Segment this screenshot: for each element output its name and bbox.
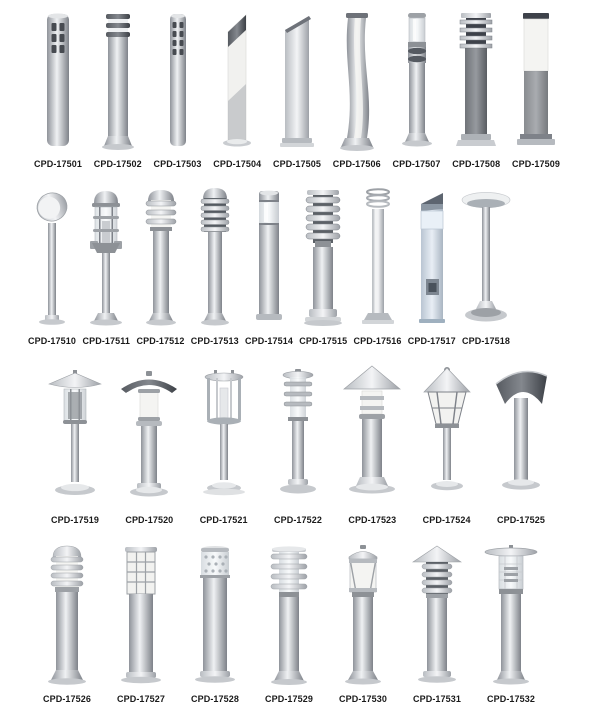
caged-lantern-shape	[90, 191, 122, 326]
product-cpd-17517	[406, 183, 458, 346]
product-photo	[261, 362, 335, 512]
disc-head-shape	[34, 189, 71, 324]
product-photo	[187, 362, 261, 512]
product-code-label: CPD-17519	[51, 515, 99, 525]
product-photo	[30, 541, 104, 691]
product-photo	[178, 541, 252, 691]
square-angled-post-shape	[280, 16, 314, 147]
product-cpd-17503	[150, 6, 206, 169]
product-cpd-17519	[38, 362, 112, 525]
product-code-label: CPD-17523	[348, 515, 397, 525]
product-photo	[26, 183, 78, 333]
product-cpd-17520	[112, 362, 186, 525]
product-photo	[112, 362, 186, 512]
product-photo	[297, 183, 349, 333]
product-code-label: CPD-17503	[153, 159, 202, 169]
saucer-hat-cage-shape	[49, 370, 101, 495]
product-photo	[329, 6, 385, 156]
product-cpd-17507	[389, 6, 445, 169]
product-photo	[38, 362, 112, 512]
angled-box-glass-shape	[419, 193, 445, 323]
curved-sail-top-shape	[496, 372, 547, 490]
product-photo	[474, 541, 548, 691]
product-code-label: CPD-17507	[392, 159, 441, 169]
product-cpd-17531	[400, 541, 474, 704]
angled-top-white-shape	[223, 15, 251, 147]
product-cpd-17523	[335, 362, 409, 525]
product-code-label: CPD-17520	[125, 515, 174, 525]
product-photo	[352, 183, 404, 333]
catalog-row-3	[0, 346, 600, 525]
product-code-label: CPD-17509	[512, 159, 560, 169]
floating-rings-post-shape	[362, 189, 394, 324]
product-code-label: CPD-17511	[82, 336, 130, 346]
product-photo	[80, 183, 132, 333]
product-cpd-17526	[30, 541, 104, 704]
catalog-row-4	[0, 525, 600, 704]
glass-top-cylinder-shape	[402, 13, 432, 147]
product-cpd-17529	[252, 541, 326, 704]
product-cpd-17510	[26, 183, 78, 346]
square-white-panel-shape	[517, 13, 555, 145]
umbrella-lantern-shape	[121, 371, 177, 497]
product-photo	[30, 6, 86, 156]
product-photo	[209, 6, 265, 156]
product-cpd-17518	[460, 183, 512, 346]
slot-bollard-shape	[47, 14, 69, 147]
catalog-row-2	[0, 169, 600, 346]
ring-lantern-shape	[280, 369, 316, 494]
product-cpd-17527	[104, 541, 178, 704]
product-code-label: CPD-17526	[43, 694, 91, 704]
product-cpd-17511	[80, 183, 132, 346]
square-louver-top-shape	[456, 13, 496, 146]
product-photo	[335, 362, 409, 512]
product-code-label: CPD-17513	[190, 336, 239, 346]
arched-cap-lantern-shape	[345, 545, 381, 685]
product-code-label: CPD-17506	[332, 159, 381, 169]
classic-lantern-shape	[424, 367, 470, 490]
product-cpd-17506	[329, 6, 385, 169]
product-photo	[269, 6, 325, 156]
product-code-label: CPD-17525	[497, 515, 545, 525]
product-code-label: CPD-17528	[191, 694, 239, 704]
product-photo	[508, 6, 564, 156]
product-code-label: CPD-17522	[274, 515, 322, 525]
product-code-label: CPD-17518	[462, 336, 510, 346]
louver-bullet-shape	[201, 188, 229, 326]
product-code-label: CPD-17516	[353, 336, 402, 346]
product-cpd-17512	[135, 183, 187, 346]
pyramid-louver-bollard-shape	[413, 546, 461, 683]
product-cpd-17528	[178, 541, 252, 704]
product-photo	[484, 362, 558, 512]
product-photo	[448, 6, 504, 156]
flat-disc-mesh-shape	[485, 545, 537, 685]
product-cpd-17501	[30, 6, 86, 169]
louver-ring-stack-shape	[271, 546, 307, 685]
product-code-label: CPD-17527	[117, 694, 165, 704]
product-photo	[135, 183, 187, 333]
grid-cage-bollard-shape	[121, 547, 161, 683]
product-photo	[326, 541, 400, 691]
dome-louver-bollard-shape	[48, 546, 86, 685]
product-code-label: CPD-17502	[93, 159, 142, 169]
product-photo	[389, 6, 445, 156]
product-code-label: CPD-17524	[422, 515, 471, 525]
product-cpd-17505	[269, 6, 325, 169]
pagoda-pedestal-shape	[344, 366, 400, 494]
product-code-label: CPD-17514	[245, 336, 293, 346]
product-cpd-17522	[261, 362, 335, 525]
product-cpd-17513	[189, 183, 241, 346]
product-code-label: CPD-17510	[28, 336, 76, 346]
product-photo	[150, 6, 206, 156]
product-cpd-17532	[474, 541, 548, 704]
product-cpd-17524	[410, 362, 484, 525]
product-code-label: CPD-17521	[199, 515, 248, 525]
product-cpd-17504	[209, 6, 265, 169]
product-photo	[410, 362, 484, 512]
product-code-label: CPD-17508	[452, 159, 501, 169]
ribbed-top-bollard-shape	[102, 14, 134, 150]
product-code-label: CPD-17501	[34, 159, 82, 169]
product-photo	[406, 183, 458, 333]
product-code-label: CPD-17515	[299, 336, 348, 346]
light-band-cylinder-shape	[256, 191, 282, 320]
product-photo	[252, 541, 326, 691]
product-code-label: CPD-17517	[407, 336, 456, 346]
product-cpd-17508	[448, 6, 504, 169]
product-photo	[90, 6, 146, 156]
product-photo	[104, 541, 178, 691]
open-cage-cylinder-shape	[203, 370, 245, 495]
product-cpd-17516	[352, 183, 404, 346]
product-code-label: CPD-17531	[413, 694, 461, 704]
product-code-label: CPD-17532	[487, 694, 535, 704]
product-code-label: CPD-17512	[136, 336, 185, 346]
product-photo	[189, 183, 241, 333]
crystal-band-bollard-shape	[195, 546, 235, 683]
product-code-label: CPD-17505	[273, 159, 321, 169]
catalog-row-1	[0, 0, 600, 169]
product-photo	[400, 541, 474, 691]
product-cpd-17525	[484, 362, 558, 525]
product-code-label: CPD-17504	[213, 159, 262, 169]
product-code-label: CPD-17530	[339, 694, 387, 704]
louver-dome-shape	[146, 190, 176, 326]
product-cpd-17502	[90, 6, 146, 169]
slim-slot-bollard-shape	[170, 14, 186, 146]
product-cpd-17514	[243, 183, 295, 346]
product-cpd-17509	[508, 6, 564, 169]
louver-stack-bollard-shape	[304, 190, 342, 326]
twisted-column-shape	[340, 13, 374, 151]
mushroom-top-shape	[462, 193, 510, 322]
product-cpd-17521	[187, 362, 261, 525]
product-cpd-17515	[297, 183, 349, 346]
product-photo	[243, 183, 295, 333]
product-cpd-17530	[326, 541, 400, 704]
product-code-label: CPD-17529	[265, 694, 313, 704]
product-photo	[460, 183, 512, 333]
